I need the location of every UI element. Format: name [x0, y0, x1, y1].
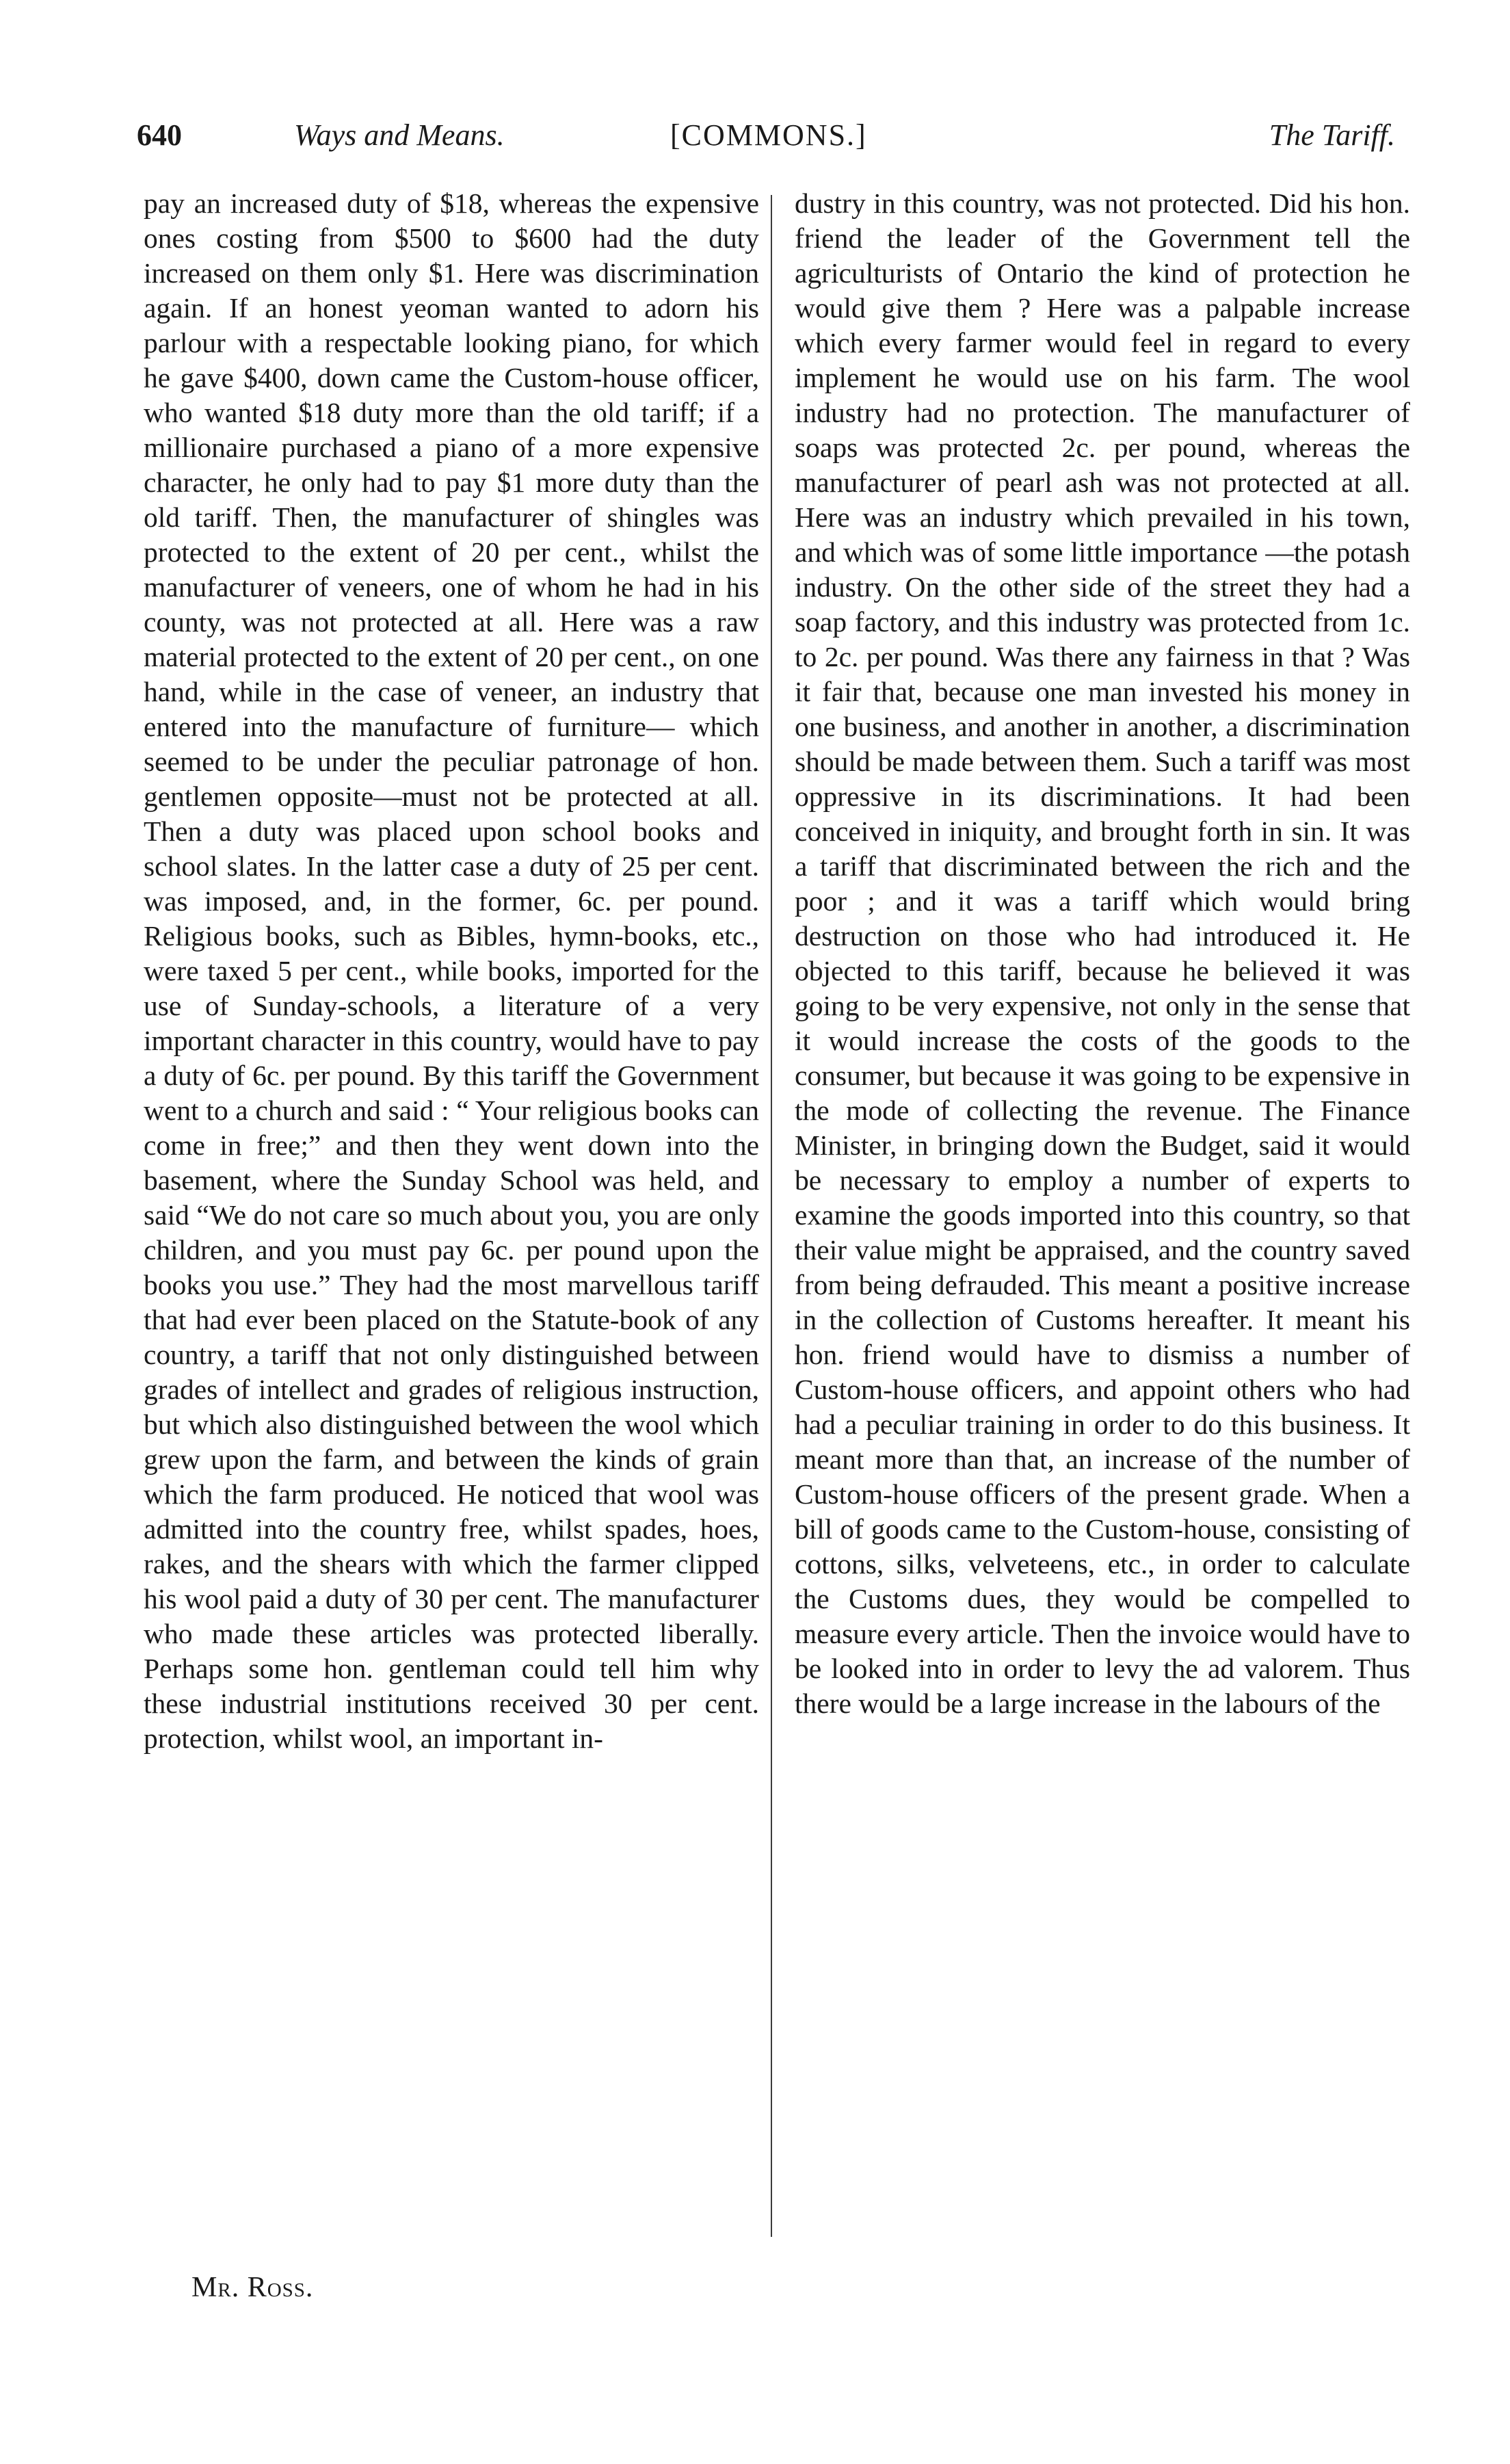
left-column-text: pay an increased duty of $18, whereas the expensive ones costing from $500 to $600 had the duty increased on them only $1. Here was discrimination again. If an honest yeoman wanted to adorn his parlour with a respectable looking piano, for which he gave $400, down came the Custom-house officer, who wanted $18 duty more than the old tariff; if a millionaire purchased a piano of a more expensive character, he only had to pay $1 more duty than the old tariff. Then, the manufacturer of shingles was protected to the extent of 20 per cent., whilst the manufacturer of veneers, one of whom he had in his county, was not protected at all. Here was a raw material protected to the extent of 20 per cent., on one hand, while in the case of veneer, an industry that entered into the manufacture of furniture— which seemed to be under the peculiar patronage of hon. gentlemen opposite—must not be protected at all. Then a duty was placed upon school books and school slates. In the latter case a duty of 25 per cent. was imposed, and, in the former, 6c. per pound. Religious books, such as Bibles, hymn-books, etc., were taxed 5 per cent., while books, imported for the use of Sunday-schools, a literature of a very important character in this country, would have to pay a duty of 6c. per pound. By this tariff the Government went to a church and said : “ Your religious books can come in free;” and then they went down into the basement, where the Sunday School was held, and said “We do not care so much about you, you are only children, and you must pay 6c. per pound upon the books you use.” They had the most marvellous tariff that had ever been placed on the Statute-book of any country, a tariff that not only distinguished between grades of intellect and grades of religious instruction, but which also distinguished between the wool which grew upon the farm, and between the kinds of grain which the farm produced. He noticed that wool was admitted into the country free, whilst spades, hoes, rakes, and the shears with which the farmer clipped his wool paid a duty of 30 per cent. The manufacturer who made these articles was protected liberally. Perhaps some hon. gentleman could tell him why these industrial institutions received 30 per cent. protection, whilst wool, an important in- — [144, 187, 759, 1754]
section-title: Ways and Means. — [294, 118, 505, 152]
topic-title: The Tariff. — [1269, 118, 1395, 152]
right-column-text: dustry in this country, was not protected. Did his hon. friend the leader of the Government tell the agriculturists of Ontario the kind of protection he would give them ? Here was a palpable increase which every farmer would feel in regard to every implement he would use on his farm. The wool industry had no protection. The manufacturer of soaps was protected 2c. per pound, whereas the manufacturer of pearl ash was not protected at all. Here was an industry which prevailed in his town, and which was of some little importance —the potash industry. On the other side of the street they had a soap factory, and this industry was protected from 1c. to 2c. per pound. Was there any fairness in that ? Was it fair that, because one man invested his money in one business, and another in another, a discrimination should be made between them. Such a tariff was most oppressive in its discriminations. It had been conceived in iniquity, and brought forth in sin. It was a tariff that discriminated between the rich and the poor ; and it was a tariff which would bring destruction on those who had introduced it. He objected to this tariff, because he believed it was going to be very expensive, not only in the sense that it would increase the costs of the goods to the consumer, but because it was going to be expensive in the mode of collecting the revenue. The Finance Minister, in bringing down the Budget, said it would be necessary to employ a number of experts to examine the goods imported into this country, so that their value might be appraised, and the country saved from being defrauded. This meant a positive increase in the collection of Customs hereafter. It meant his hon. friend would have to dismiss a number of Custom-house officers, and appoint others who had had a peculiar training in order to do this business. It meant more than that, an increase of the number of Custom-house officers of the present grade. When a bill of goods came to the Custom-house, consisting of cottons, silks, velveteens, etc., in order to calculate the Customs dues, they would be compelled to measure every article. Then the invoice would have to be looked into in order to levy the ad valorem. Thus there would be a large increase in the labours of the — [795, 187, 1410, 1719]
column-divider — [771, 195, 772, 2237]
page-number: 640 — [137, 118, 182, 152]
right-column — [795, 186, 1410, 1721]
left-column — [144, 186, 759, 1756]
chamber-label: [COMMONS.] — [670, 118, 867, 152]
running-head — [137, 118, 1395, 159]
speaker-name: Mr. Ross. — [191, 2272, 314, 2303]
